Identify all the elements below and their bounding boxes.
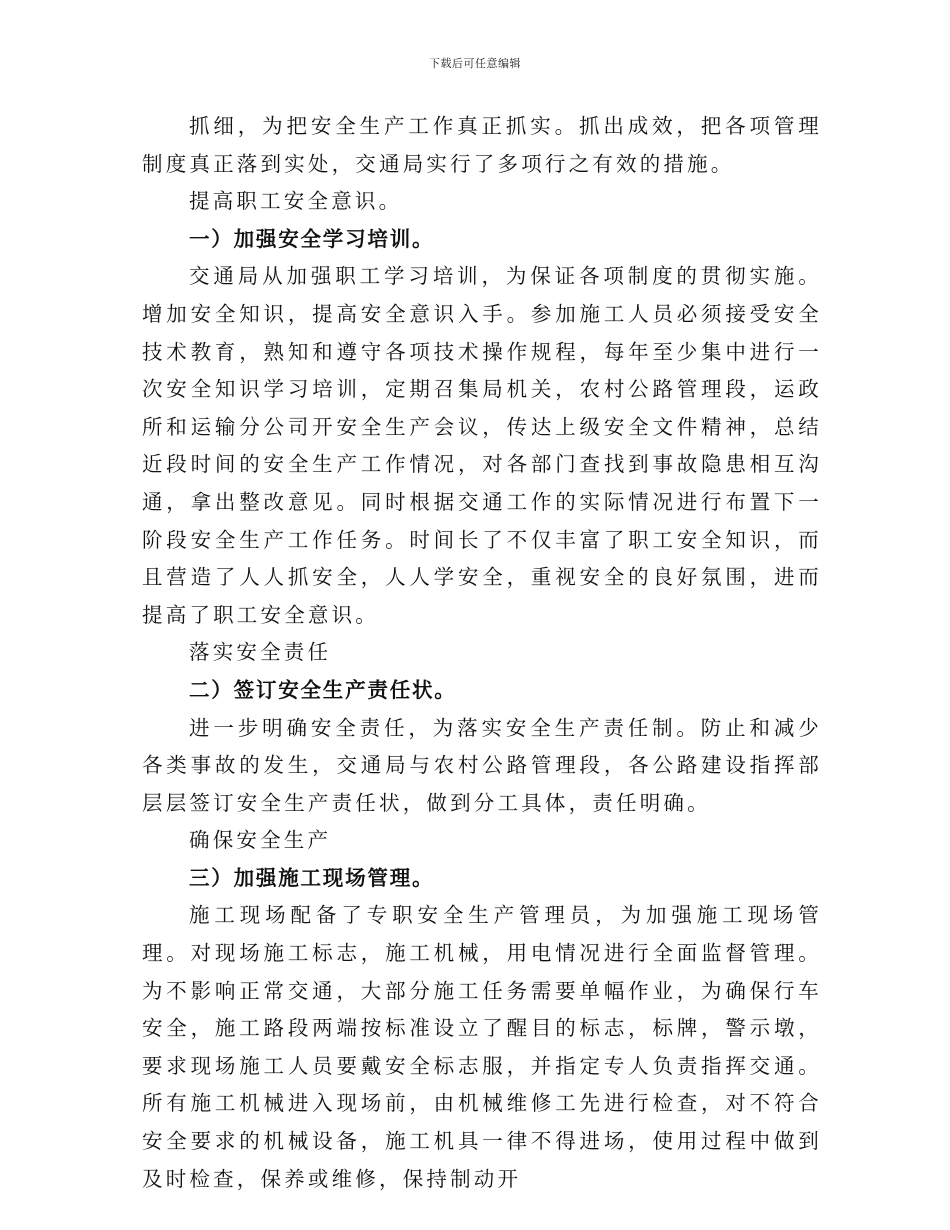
paragraph-training: 交通局从加强职工学习培训，为保证各项制度的贯彻实施。增加安全知识，提高安全意识入手。参加施工人员必须接受安全技术教育，熟知和遵守各项技术操作规程，每年至少集中进行一次安全知识学习培训，定期召集局机关，农村公路管理段，运政所和运输分公司开安全生产会议，传达上级安全文件精神，总结近段时间的安全生产工作情况，对各部门查找到事故隐患相互沟通，拿出整改意见。同时根据交通工作的实际情况进行布置下一阶段安全生产工作任务。时间长了不仅丰富了职工安全知识，而且营造了人人抓安全，人人学安全，重视安全的良好氛围，进而提高了职工安全意识。 — [142, 264, 822, 627]
paragraph-responsibility: 进一步明确安全责任，为落实安全生产责任制。防止和减少各类事故的发生，交通局与农村公路管理段，各公路建设指挥部层层签订安全生产责任状，做到分工具体，责任明确。 — [142, 715, 822, 815]
section-subtitle-safety: 确保安全生产 — [189, 828, 332, 853]
document-body — [142, 108, 822, 1198]
section-subtitle-responsibility: 落实安全责任 — [189, 640, 332, 665]
section-subtitle-awareness: 提高职工安全意识。 — [189, 189, 403, 214]
paragraph-intro: 抓细，为把安全生产工作真正抓实。抓出成效，把各项管理制度真正落到实处，交通局实行了多项行之有效的措施。 — [142, 114, 822, 176]
page-header-note: 下载后可任意编辑 — [429, 57, 521, 70]
section-heading-training: 一）加强安全学习培训。 — [189, 226, 435, 251]
section-heading-responsibility-agreement: 二）签订安全生产责任状。 — [189, 677, 457, 702]
paragraph-site-management: 施工现场配备了专职安全生产管理员，为加强施工现场管理。对现场施工标志，施工机械，用电情况进行全面监督管理。为不影响正常交通，大部分施工任务需要单幅作业，为确保行车安全，施工路段两端按标准设立了醒目的标志，标牌，警示墩，要求现场施工人员要戴安全标志服，并指定专人负责指挥交通。所有施工机械进入现场前，由机械维修工先进行检查，对不符合安全要求的机械设备，施工机具一律不得进场，使用过程中做到及时检查，保养或维修，保持制动开 — [142, 903, 822, 1191]
section-heading-site-management: 三）加强施工现场管理。 — [189, 865, 435, 890]
